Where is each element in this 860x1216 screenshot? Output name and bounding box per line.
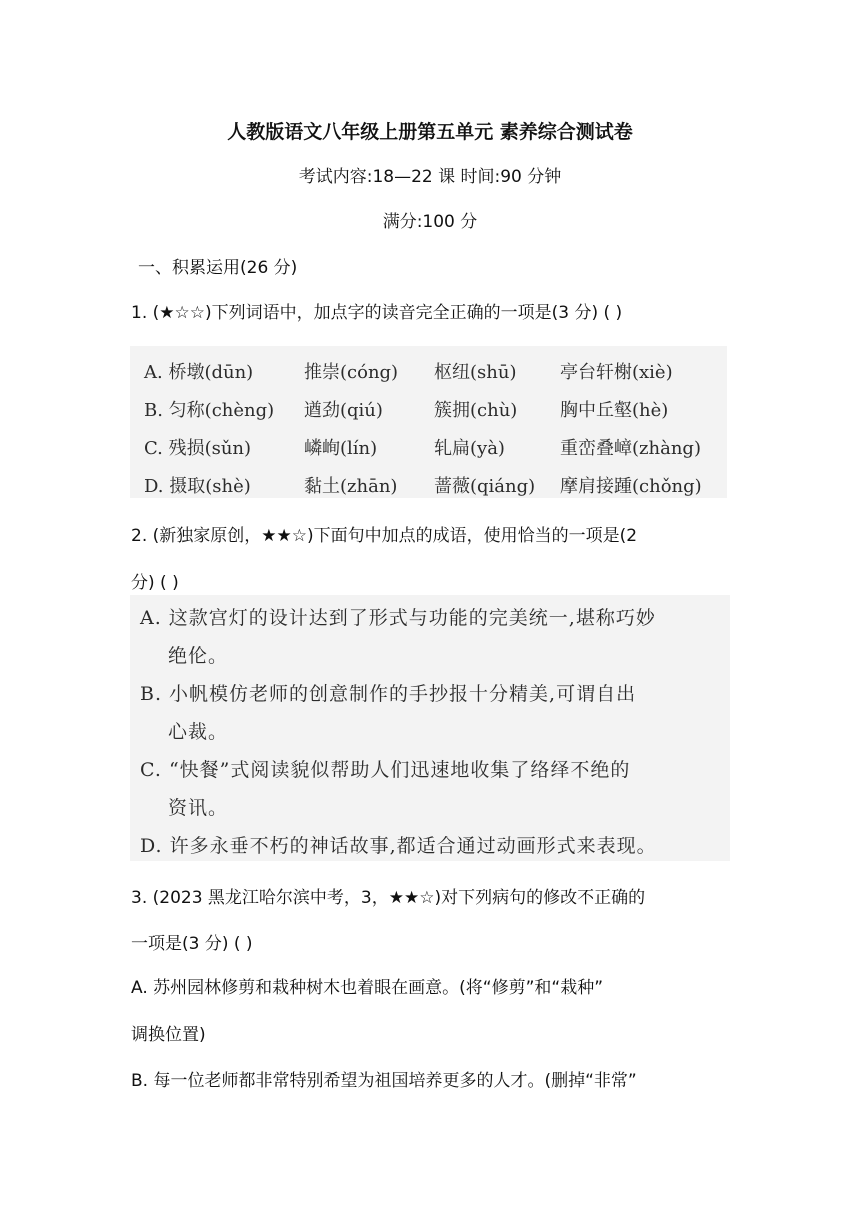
- exam-info: 考试内容:18—22 课 时间:90 分钟: [298, 167, 562, 187]
- q2-option-c-line2: 资讯。: [168, 797, 229, 819]
- q1-a-label: A. 桥墩(dūn): [144, 362, 254, 383]
- q1-b-4: 胸中丘壑(hè): [560, 400, 669, 421]
- question-2-stem-line1: 2. (新独家原创，★★☆)下面句中加点的成语，使用恰当的一项是(2: [131, 526, 638, 546]
- full-score: 满分:100 分: [382, 212, 478, 232]
- page-title: 人教版语文八年级上册第五单元 素养综合测试卷: [227, 121, 633, 143]
- q2-option-b-line1: B. 小帆模仿老师的创意制作的手抄报十分精美,可谓自出: [140, 683, 637, 705]
- q3-option-b-line1: B. 每一位老师都非常特别希望为祖国培养更多的人才。(删掉“非常”: [131, 1071, 637, 1091]
- q3-option-a-line1: A. 苏州园林修剪和栽种树木也着眼在画意。(将“修剪”和“栽种”: [131, 978, 603, 998]
- q2-option-a-line2: 绝伦。: [168, 645, 229, 667]
- question-2-options-image: [130, 595, 730, 861]
- q1-c-4: 重峦叠嶂(zhàng): [560, 438, 701, 459]
- q2-option-a-line1: A. 这款宫灯的设计达到了形式与功能的完美统一,堪称巧妙: [140, 607, 656, 629]
- q1-b-1: B. 匀称(chèng): [144, 400, 275, 421]
- q1-d-2: 黏土(zhān): [304, 476, 398, 497]
- q3-option-a-line2: 调换位置): [131, 1025, 206, 1045]
- q1-d-4: 摩肩接踵(chǒng): [560, 476, 702, 497]
- q1-b-2: 遒劲(qiú): [304, 400, 383, 421]
- question-3-stem-line1: 3. (2023 黑龙江哈尔滨中考，3，★★☆)对下列病句的修改不正确的: [131, 888, 646, 908]
- question-2-stem-line2: 分) ( ): [131, 573, 179, 593]
- q1-c-2: 嶙峋(lín): [304, 438, 378, 459]
- q1-a-4: 亭台轩榭(xiè): [560, 362, 673, 383]
- q2-option-c-line1: C. “快餐”式阅读貌似帮助人们迅速地收集了络绎不绝的: [140, 759, 631, 781]
- question-1-stem: 1. (★☆☆)下列词语中，加点字的读音完全正确的一项是(3 分) ( ): [131, 303, 623, 323]
- q1-c-1: C. 残损(sǔn): [144, 438, 252, 459]
- q1-a-3: 枢纽(shū): [434, 362, 517, 383]
- q1-c-3: 轧扁(yà): [434, 438, 505, 459]
- question-1-options-image: [130, 346, 727, 498]
- q1-a-2: 推崇(cóng): [304, 362, 399, 383]
- section-heading: 一、积累运用(26 分): [138, 258, 298, 278]
- q2-option-b-line2: 心裁。: [168, 721, 229, 743]
- question-3-stem-line2: 一项是(3 分) ( ): [131, 934, 253, 954]
- q1-d-1: D. 摄取(shè): [144, 476, 251, 497]
- q2-option-d: D. 许多永垂不朽的神话故事,都适合通过动画形式来表现。: [140, 835, 657, 857]
- q1-b-3: 簇拥(chù): [434, 400, 518, 421]
- q1-d-3: 蔷薇(qiáng): [434, 476, 536, 497]
